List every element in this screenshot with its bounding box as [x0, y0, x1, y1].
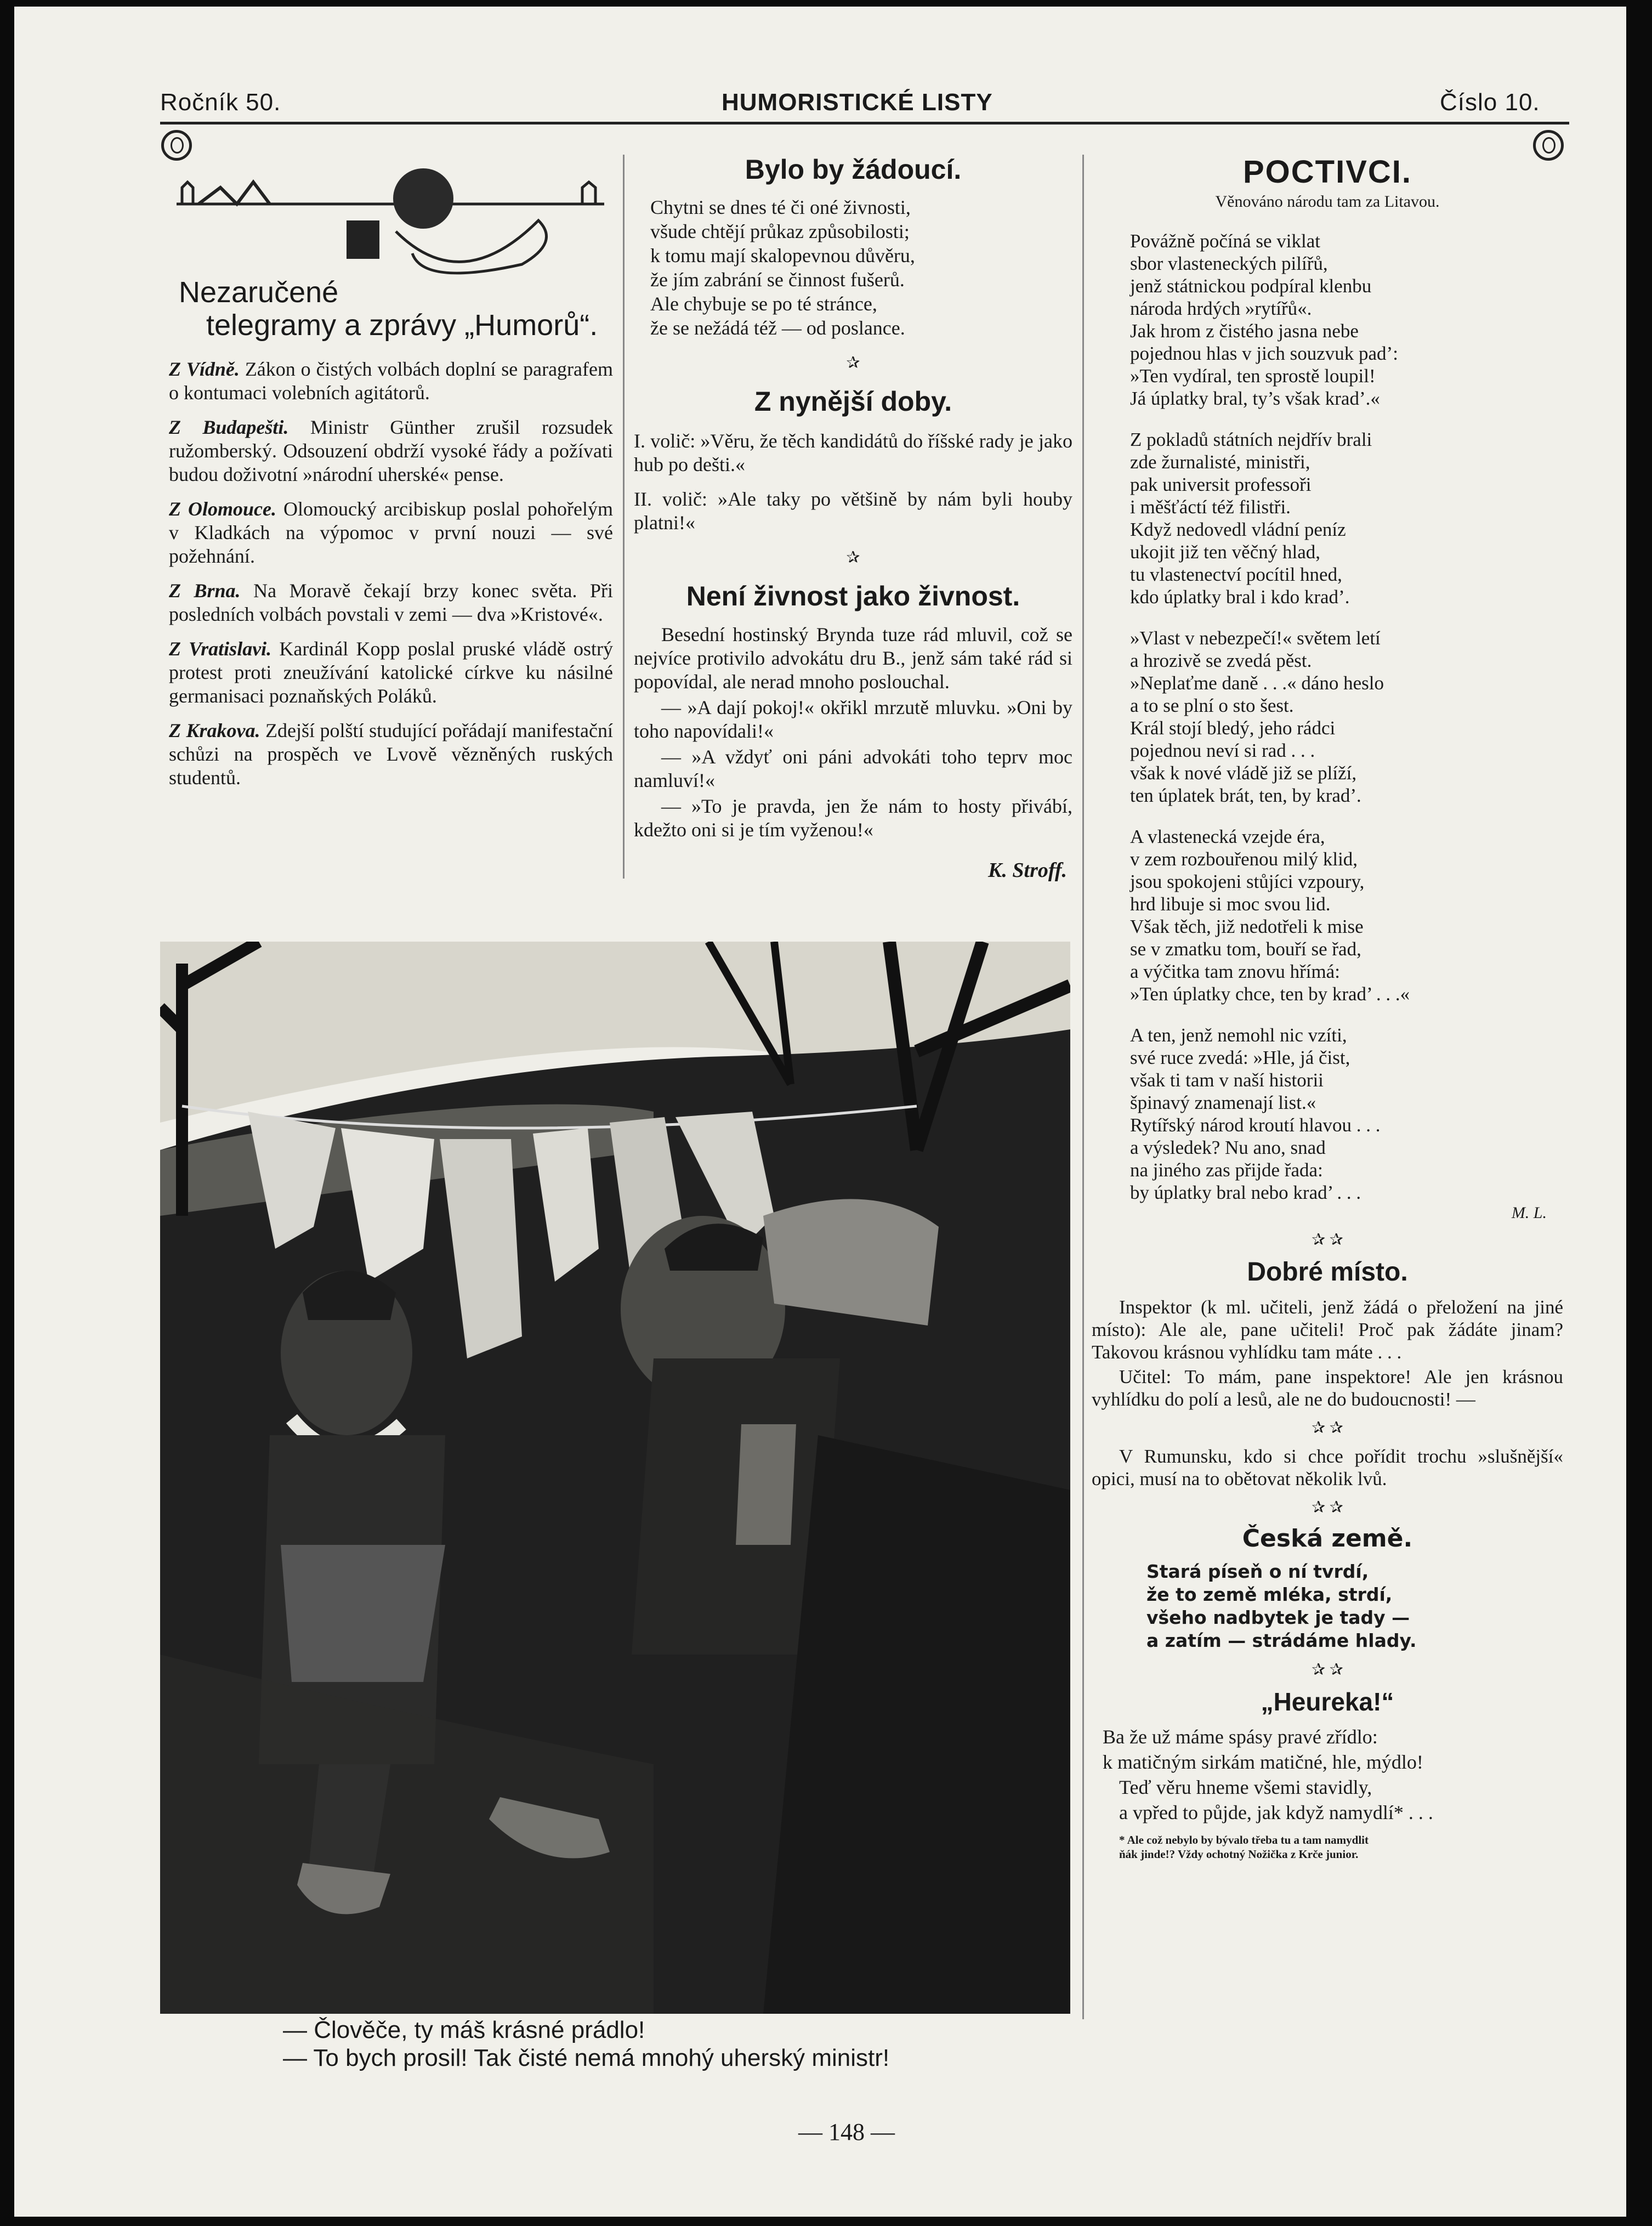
- story-paragraph: Besední hostinský Brynda tuze rád mluvil, což se nejvíce protivilo advokátu dru B., jenž sám také rád si popovídal, ale nerad mnoho poslouchal.: [634, 624, 1072, 693]
- poem-signature: M. L.: [1511, 1204, 1547, 1222]
- cartoon-illustration: [160, 942, 1070, 2014]
- volume-label: Ročník 50.: [160, 89, 281, 116]
- masthead-title: HUMORISTICKÉ LISTY: [722, 89, 993, 116]
- header-rule: [160, 122, 1569, 124]
- article-title-doba: Z nynější doby.: [754, 386, 952, 417]
- dialog-line: I. volič: »Věru, že těch kandidátů do říšské rady je jako hub po dešti.«: [634, 430, 1072, 475]
- star-divider-icon: ✰ ✰: [1312, 1661, 1343, 1679]
- article-title-zadouci: Bylo by žádoucí.: [745, 154, 962, 185]
- telegram-item: Z Brna. Na Moravě čekají brzy konec světa. Při posledních volbách povstali v zemi — dva »Kristové«.: [169, 580, 613, 625]
- poem-poctivci: Povážně počíná se viklat sbor vlasteneckých pilířů, jenž státnickou podpíral klenbu národa hrdých »rytířů«. Jak hrom z čistého jasna nebe pojednou hlas v jich souzvuk pad’: »Ten vydíral, ten sprostě loupil! Já úplatky bral, ty’s však krad’.« Z pokladů státních nejdřív brali zde žurnalisté, ministři, pak universit professoři i měšťáctí též filistři. Když nedovedl vládní peníz ukojit již ten věčný hlad, tu vlastenectví pocítil hned, kdo úplatky bral i kdo krad’. »Vlast v nebezpečí!« světem letí a hrozivě se zvedá pěst. »Neplaťme daně . . .« dáno heslo a to se plní o sto šest. Král stojí bledý, jeho rádci pojednou neví si rad . . . však k nové vládě již se plíží, ten úplatek brát, ten, by krad’. A vlastenecká vzejde éra, v zem rozbouřenou milý klid, jsou spokojeni stůjíci vzpoury, hrd libuje si moc svou lid. Však těch, již nedotřeli k mise se v zmatku tom, bouří se řad, a výčitka tam znovu hřímá: »Ten úplatky chce, ten by krad’ . . .« A ten, jenž nemohl nic vzíti, své ruce zvedá: »Hle, já čist, však ti tam v naší historii špinavý znamenají list.« Rytířský národ kroutí hlavou . . . a výsledek? Nu ano, snad na jiného zas přijde řada: by úplatky bral nebo krad’ . . .: [1130, 230, 1410, 1203]
- poem-zadouci: Chytni se dnes té či oné živnosti, všude chtějí průkaz způsobilosti; k tomu mají skalopevnou důvěru, že jím zabrání se činnost fušerů. Ale chybuje se po té stránce, že se nežádá též — od poslance.: [650, 196, 915, 339]
- story-paragraph: — »A dají pokoj!« okřikl mrzutě mluvku. »Oni by toho napovídali!«: [634, 696, 1072, 742]
- middle-column: [634, 154, 1072, 882]
- poem-dedication: Věnováno národu tam za Litavou.: [1215, 192, 1440, 211]
- column-divider-2: [1082, 155, 1084, 2019]
- poem-title-poctivci: POCTIVCI.: [1242, 154, 1412, 190]
- telegram-item: Z Budapešti. Ministr Günther zrušil rozsudek ružomberský. Odsouzení obdrží vysoké řády a požívati budou doživotní »národní uherské« pense.: [169, 416, 614, 485]
- cartoon-caption-1: — Člověče, ty máš krásné prádlo!: [283, 2017, 645, 2043]
- telegram-item: Z Krakova. Zdejší polští studující pořádají manifestační schůzi na prospěch ve Lvově vězněných ruských studentů.: [169, 720, 613, 789]
- telegram-item: Z Vídně. Zákon o čistých volbách doplní se paragrafem o kontumaci volebních agitátorů.: [169, 358, 613, 404]
- author-signature: K. Stroff.: [988, 859, 1067, 882]
- telegrams-title-line2: telegramy a zprávy „Humorů“.: [206, 309, 598, 342]
- article-title-dobre-misto: Dobré místo.: [1247, 1258, 1408, 1287]
- column-divider-1: [623, 155, 625, 879]
- rumunsko-paragraph: V Rumunsku, kdo si chce pořídit trochu »slušnější« opici, musí na to obětovat několik lvů.: [1092, 1446, 1563, 1489]
- star-divider-icon: ✰ ✰: [1312, 1498, 1343, 1516]
- story-paragraph: — »A vždyť oni páni advokáti toho teprv moc namluví!«: [634, 746, 1072, 791]
- dobre-misto-paragraph: Inspektor (k ml. učiteli, jenž žádá o přeložení na jiné místo): Ale ale, pane učiteli! Proč pak žádáte jinam? Takovou krásnou vyhlídku tam máte . . .: [1092, 1296, 1563, 1363]
- poem-ceska-zeme: Stará píseň o ní tvrdí, že to země mléka, strdí, všeho nadbytek je tady — a zatím — strádáme hlady.: [1146, 1561, 1417, 1651]
- star-divider-icon: ✰: [846, 354, 860, 372]
- dobre-misto-paragraph: Učitel: To mám, pane inspektore! Ale jen krásnou vyhlídku do polí a lesů, ale ne do budoucnosti! —: [1092, 1366, 1563, 1410]
- cartoon-caption-2: — To bych prosil! Tak čisté nemá mnohý uherský ministr!: [283, 2044, 890, 2071]
- footnote: * Ale což nebylo by bývalo třeba tu a tam namydlit ňák jinde!? Vždy ochotný Nožička z Krče junior.: [1119, 1833, 1369, 1861]
- telegram-item: Z Olomouce. Olomoucký arcibiskup poslal pohořelým v Kladkách na výpomoc v první nouzi — své požehnání.: [169, 498, 613, 567]
- newspaper-page: [14, 7, 1626, 2217]
- article-title-zivnost: Není živnost jako živnost.: [686, 581, 1020, 611]
- right-column: [1092, 154, 1563, 1861]
- poem-heureka: Ba že už máme spásy pravé zřídlo: k matičným sirkám matičné, hle, mýdlo! Teď věru hneme všemi stavidly, a vpřed to půjde, jak když namydlí* . . .: [1103, 1726, 1433, 1823]
- issue-number: Číslo 10.: [1440, 89, 1540, 116]
- star-divider-icon: ✰: [846, 548, 860, 567]
- story-paragraph: — »To je pravda, jen že nám to hosty přivábí, kdežto oni si je tím vyženou!«: [634, 795, 1072, 841]
- telegram-list: [169, 358, 613, 801]
- dialog-line: II. volič: »Ale taky po většině by nám byli houby platni!«: [634, 488, 1072, 534]
- star-divider-icon: ✰ ✰: [1312, 1419, 1343, 1437]
- article-title-heureka: „Heureka!“: [1261, 1687, 1394, 1716]
- page-number: — 148 —: [798, 2119, 895, 2145]
- telegrams-title-line1: Nezaručené: [179, 276, 339, 309]
- telegram-item: Z Vratislavi. Kardinál Kopp poslal pruské vládě ostrý protest proti zneužívání katolické církve ku násilné germanisaci poznaňských Poláků.: [169, 638, 613, 707]
- article-title-ceska-zeme: Česká země.: [1242, 1525, 1413, 1553]
- star-divider-icon: ✰ ✰: [1312, 1231, 1343, 1249]
